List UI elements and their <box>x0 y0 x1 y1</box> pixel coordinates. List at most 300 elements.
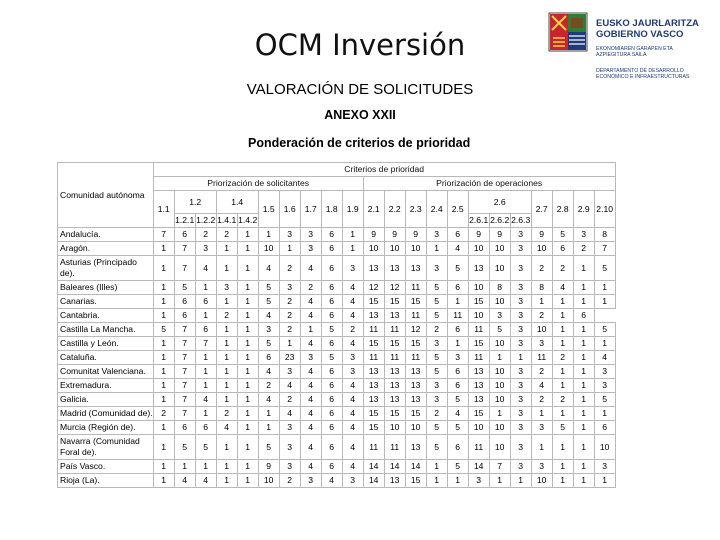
table-cell: 10 <box>489 337 510 351</box>
table-cell: 1 <box>552 460 573 474</box>
table-cell: 3 <box>531 421 552 435</box>
table-cell: 1 <box>237 474 258 488</box>
table-cell: 13 <box>384 256 405 281</box>
table-cell: 2 <box>279 256 300 281</box>
table-cell: 6 <box>447 365 468 379</box>
table-cell: 3 <box>489 309 510 323</box>
table-cell: 2 <box>342 323 363 337</box>
table-cell: 4 <box>258 365 279 379</box>
table-cell: 13 <box>405 365 426 379</box>
community-name: Andalucía. <box>58 228 154 242</box>
table-cell: 9 <box>384 228 405 242</box>
table-cell: 1 <box>216 323 237 337</box>
table-cell: 15 <box>468 407 489 421</box>
table-cell: 2 <box>531 393 552 407</box>
table-cell: 7 <box>174 242 195 256</box>
government-logo <box>548 12 708 92</box>
table-cell: 4 <box>594 351 615 365</box>
table-cell: 3 <box>510 393 531 407</box>
table-cell: 10 <box>489 295 510 309</box>
table-cell: 15 <box>384 407 405 421</box>
table-cell: 1 <box>216 256 237 281</box>
table-cell: 2 <box>426 407 447 421</box>
table-cell: 1 <box>573 421 594 435</box>
column-code: 2.8 <box>552 191 573 228</box>
table-cell: 1 <box>195 379 216 393</box>
table-cell: 11 <box>531 351 552 365</box>
table-cell: 2 <box>258 379 279 393</box>
table-row <box>58 228 616 242</box>
table-cell: 4 <box>300 295 321 309</box>
table-cell: 13 <box>363 256 384 281</box>
table-cell: 13 <box>384 365 405 379</box>
table-cell: 3 <box>342 351 363 365</box>
logo-title: EUSKO JAURLARITZA GOBIERNO VASCO <box>596 18 699 40</box>
table-cell: 6 <box>321 256 342 281</box>
table-cell: 3 <box>342 256 363 281</box>
table-cell: 14 <box>384 460 405 474</box>
table-cell: 1 <box>552 295 573 309</box>
table-cell: 11 <box>468 323 489 337</box>
table-cell: 10 <box>489 365 510 379</box>
table-cell: 4 <box>342 393 363 407</box>
table-cell: 6 <box>321 337 342 351</box>
coat-of-arms-icon <box>548 12 588 58</box>
table-cell: 13 <box>468 365 489 379</box>
table-cell: 1 <box>552 435 573 460</box>
table-cell: 3 <box>510 407 531 421</box>
table-cell: 1 <box>153 351 174 365</box>
table-cell: 4 <box>342 435 363 460</box>
table-cell: 1 <box>531 295 552 309</box>
table-cell: 3 <box>258 323 279 337</box>
table-cell: 10 <box>258 242 279 256</box>
table-cell: 10 <box>531 242 552 256</box>
table-cell: 1 <box>153 242 174 256</box>
table-cell: 11 <box>363 435 384 460</box>
table-cell: 1 <box>195 407 216 421</box>
table-cell: 5 <box>447 421 468 435</box>
table-cell: 3 <box>300 228 321 242</box>
table-cell: 4 <box>258 256 279 281</box>
column-code: 1.8 <box>321 191 342 228</box>
table-cell: 1 <box>153 435 174 460</box>
priority-criteria-table <box>57 162 616 488</box>
table-cell: 2 <box>279 393 300 407</box>
column-code: 1.7 <box>300 191 321 228</box>
table-cell: 5 <box>426 435 447 460</box>
table-cell: 4 <box>300 407 321 421</box>
table-cell: 5 <box>552 421 573 435</box>
community-name: Murcia (Región de). <box>58 421 154 435</box>
table-cell: 11 <box>405 351 426 365</box>
table-cell: 1 <box>237 393 258 407</box>
table-cell: 3 <box>279 281 300 295</box>
table-cell: 4 <box>342 407 363 421</box>
table-row <box>58 393 616 407</box>
table-cell: 1 <box>216 351 237 365</box>
table-cell: 6 <box>594 421 615 435</box>
table-cell: 10 <box>363 242 384 256</box>
table-cell: 7 <box>174 407 195 421</box>
table-cell: 4 <box>321 474 342 488</box>
table-cell: 1 <box>573 337 594 351</box>
table-cell: 14 <box>405 460 426 474</box>
table-cell: 2 <box>216 407 237 421</box>
table-cell: 7 <box>489 460 510 474</box>
table-cell: 9 <box>468 228 489 242</box>
table-cell: 9 <box>489 228 510 242</box>
table-cell: 3 <box>510 365 531 379</box>
table-cell: 7 <box>174 393 195 407</box>
table-cell: 2 <box>531 309 552 323</box>
table-cell: 1 <box>573 474 594 488</box>
table-cell: 4 <box>279 407 300 421</box>
table-cell: 1 <box>594 337 615 351</box>
table-cell: 1 <box>237 281 258 295</box>
table-cell: 4 <box>216 421 237 435</box>
table-cell: 1 <box>573 460 594 474</box>
logo-line4: DEPARTAMENTO DE DESARROLLO ECONÓMICO E INFRAESTRUCTURAS <box>596 68 690 80</box>
table-cell: 14 <box>363 460 384 474</box>
table-cell: 3 <box>594 365 615 379</box>
table-cell: 13 <box>363 393 384 407</box>
table-cell: 11 <box>405 309 426 323</box>
table-cell: 1 <box>237 228 258 242</box>
table-cell: 1 <box>237 256 258 281</box>
table-cell: 11 <box>447 309 468 323</box>
table-cell: 3 <box>510 295 531 309</box>
table-cell: 10 <box>531 323 552 337</box>
table-cell: 1 <box>237 365 258 379</box>
table-cell: 12 <box>384 281 405 295</box>
table-cell: 13 <box>405 379 426 393</box>
table-cell: 1 <box>510 351 531 365</box>
table-cell: 6 <box>321 281 342 295</box>
table-cell: 3 <box>279 228 300 242</box>
table-cell: 2 <box>531 256 552 281</box>
table-cell: 10 <box>384 421 405 435</box>
table-cell: 1 <box>426 474 447 488</box>
table-cell: 13 <box>468 379 489 393</box>
table-cell: 2 <box>552 351 573 365</box>
table-cell: 3 <box>426 379 447 393</box>
table-cell: 1 <box>594 281 615 295</box>
table-cell: 1 <box>573 393 594 407</box>
table-cell: 10 <box>468 309 489 323</box>
table-cell: 1 <box>573 351 594 365</box>
community-name: Asturias (Principado de). <box>58 256 154 281</box>
table-cell: 4 <box>342 281 363 295</box>
table-cell: 3 <box>279 435 300 460</box>
table-cell: 2 <box>279 295 300 309</box>
table-cell: 5 <box>258 435 279 460</box>
table-cell: 3 <box>468 474 489 488</box>
table-cell: 4 <box>195 393 216 407</box>
table-cell: 4 <box>342 295 363 309</box>
table-cell: 6 <box>447 379 468 393</box>
table-cell: 7 <box>153 228 174 242</box>
table-cell: 1 <box>153 281 174 295</box>
table-cell: 2 <box>216 228 237 242</box>
table-cell: 1 <box>447 337 468 351</box>
table-cell: 3 <box>426 228 447 242</box>
table-cell: 10 <box>405 242 426 256</box>
table-cell: 3 <box>510 460 531 474</box>
table-cell: 1 <box>153 474 174 488</box>
table-cell: 15 <box>363 421 384 435</box>
table-cell: 1 <box>153 256 174 281</box>
table-cell: 1 <box>594 474 615 488</box>
table-row <box>58 379 616 393</box>
table-cell: 13 <box>468 256 489 281</box>
table-cell: 1 <box>195 281 216 295</box>
table-cell: 15 <box>468 337 489 351</box>
table-cell: 1 <box>489 351 510 365</box>
table-cell: 3 <box>594 460 615 474</box>
table-cell: 7 <box>174 256 195 281</box>
table-cell: 3 <box>531 460 552 474</box>
community-header: Comunidad autónoma <box>58 163 154 228</box>
table-cell: 1 <box>195 365 216 379</box>
table-cell: 1 <box>552 337 573 351</box>
table-cell: 3 <box>342 474 363 488</box>
column-code: 1.9 <box>342 191 363 228</box>
column-code: 2.9 <box>573 191 594 228</box>
table-cell: 2 <box>531 365 552 379</box>
table-cell: 1 <box>216 474 237 488</box>
table-cell: 11 <box>468 435 489 460</box>
table-cell: 2 <box>216 309 237 323</box>
community-name: Madrid (Comunidad de). <box>58 407 154 421</box>
table-cell: 11 <box>384 323 405 337</box>
table-cell: 13 <box>363 309 384 323</box>
table-cell: 23 <box>279 351 300 365</box>
table-cell: 4 <box>342 379 363 393</box>
table-cell: 9 <box>258 460 279 474</box>
table-cell: 3 <box>510 421 531 435</box>
table-cell: 3 <box>510 323 531 337</box>
table-cell: 13 <box>405 393 426 407</box>
table-row <box>58 435 616 460</box>
table-cell: 5 <box>258 295 279 309</box>
table-cell: 11 <box>405 281 426 295</box>
table-cell: 6 <box>447 228 468 242</box>
table-cell: 3 <box>510 256 531 281</box>
community-name: Castilla La Mancha. <box>58 323 154 337</box>
table-cell: 6 <box>321 228 342 242</box>
table-cell: 5 <box>195 435 216 460</box>
table-cell: 1 <box>447 295 468 309</box>
table-cell: 3 <box>279 365 300 379</box>
community-name: Castilla y León. <box>58 337 154 351</box>
table-cell: 2 <box>153 407 174 421</box>
table-cell: 13 <box>363 365 384 379</box>
table-cell: 4 <box>447 242 468 256</box>
table-cell: 4 <box>447 407 468 421</box>
column-code: 1.5 <box>258 191 279 228</box>
table-cell: 1 <box>237 295 258 309</box>
column-code: 1.2.2 <box>195 214 216 228</box>
operation-group-header: Priorización de operaciones <box>363 177 615 191</box>
table-cell: 5 <box>321 323 342 337</box>
table-cell: 1 <box>216 337 237 351</box>
table-row <box>58 351 616 365</box>
table-cell: 14 <box>468 460 489 474</box>
table-cell: 4 <box>258 309 279 323</box>
community-name: Canarias. <box>58 295 154 309</box>
table-cell: 8 <box>489 281 510 295</box>
column-code: 1.4 <box>216 191 258 214</box>
table-cell: 5 <box>552 228 573 242</box>
table-row <box>58 337 616 351</box>
table-row <box>58 460 616 474</box>
table-row <box>58 323 616 337</box>
table-row <box>58 256 616 281</box>
table-cell: 6 <box>321 460 342 474</box>
community-name: País Vasco. <box>58 460 154 474</box>
table-cell: 1 <box>258 228 279 242</box>
table-cell: 3 <box>594 379 615 393</box>
table-cell: 1 <box>279 337 300 351</box>
table-cell: 5 <box>426 309 447 323</box>
table-cell: 10 <box>489 435 510 460</box>
table-cell: 7 <box>174 379 195 393</box>
table-cell: 15 <box>405 337 426 351</box>
table-cell: 4 <box>531 379 552 393</box>
table-cell: 10 <box>258 474 279 488</box>
table-cell: 4 <box>174 474 195 488</box>
table-cell: 15 <box>363 295 384 309</box>
table-cell: 6 <box>174 421 195 435</box>
table-cell: 1 <box>573 365 594 379</box>
table-cell: 6 <box>258 351 279 365</box>
table-cell: 14 <box>363 474 384 488</box>
table-cell: 1 <box>216 365 237 379</box>
table-cell: 13 <box>384 393 405 407</box>
table-cell: 1 <box>153 421 174 435</box>
table-cell: 13 <box>363 379 384 393</box>
table-cell: 10 <box>468 421 489 435</box>
table-cell: 15 <box>363 407 384 421</box>
table-cell: 1 <box>552 379 573 393</box>
table-cell: 2 <box>279 474 300 488</box>
table-row <box>58 407 616 421</box>
table-row <box>58 309 616 323</box>
table-cell: 6 <box>195 295 216 309</box>
table-cell: 4 <box>342 421 363 435</box>
table-cell: 1 <box>531 407 552 421</box>
column-code: 1.4.2 <box>237 214 258 228</box>
table-cell: 1 <box>552 407 573 421</box>
table-cell: 5 <box>489 323 510 337</box>
table-cell: 1 <box>153 309 174 323</box>
table-cell: 9 <box>531 228 552 242</box>
table-cell: 6 <box>447 281 468 295</box>
table-cell: 3 <box>510 337 531 351</box>
table-cell: 3 <box>300 351 321 365</box>
table-cell: 1 <box>153 337 174 351</box>
table-cell: 9 <box>405 228 426 242</box>
table-cell: 1 <box>510 474 531 488</box>
table-cell: 6 <box>174 295 195 309</box>
table-cell: 10 <box>468 242 489 256</box>
table-cell: 6 <box>447 323 468 337</box>
table-cell: 7 <box>174 351 195 365</box>
table-cell: 15 <box>405 295 426 309</box>
table-cell: 3 <box>510 379 531 393</box>
table-cell: 3 <box>300 242 321 256</box>
table-cell: 2 <box>552 393 573 407</box>
table-cell: 5 <box>426 421 447 435</box>
table-cell: 1 <box>531 435 552 460</box>
table-cell: 1 <box>552 323 573 337</box>
table-cell: 5 <box>153 323 174 337</box>
table-cell: 3 <box>300 474 321 488</box>
table-cell: 11 <box>384 435 405 460</box>
table-cell: 6 <box>573 309 594 323</box>
criteria-header: Criterios de prioridad <box>153 163 615 177</box>
table-cell: 5 <box>258 337 279 351</box>
table-cell: 3 <box>426 256 447 281</box>
table-cell: 7 <box>174 323 195 337</box>
table-cell: 3 <box>573 228 594 242</box>
table-row <box>58 365 616 379</box>
column-code: 2.10 <box>594 191 615 228</box>
table-cell: 5 <box>594 393 615 407</box>
table-cell: 7 <box>174 337 195 351</box>
subtitle: VALORACIÓN DE SOLICITUDES <box>246 81 474 98</box>
table-cell: 5 <box>447 393 468 407</box>
column-code: 2.2 <box>384 191 405 228</box>
table-cell: 4 <box>300 256 321 281</box>
table-cell: 5 <box>174 281 195 295</box>
table-cell: 1 <box>258 421 279 435</box>
column-code: 2.1 <box>363 191 384 228</box>
table-cell: 3 <box>531 337 552 351</box>
community-name: Cataluña. <box>58 351 154 365</box>
table-cell: 1 <box>195 309 216 323</box>
table-cell: 1 <box>279 242 300 256</box>
table-cell: 4 <box>300 309 321 323</box>
table-cell: 10 <box>489 256 510 281</box>
table-cell: 1 <box>573 407 594 421</box>
table-cell: 10 <box>405 421 426 435</box>
table-cell: 4 <box>342 337 363 351</box>
table-cell: 13 <box>468 393 489 407</box>
table-cell: 1 <box>594 407 615 421</box>
table-cell: 4 <box>279 379 300 393</box>
table-cell: 4 <box>195 256 216 281</box>
table-cell: 3 <box>279 421 300 435</box>
table-cell: 15 <box>405 474 426 488</box>
logo-line3: EKONOMIAREN GARAPEN ETA AZPIEGITURA SAILA <box>596 46 673 58</box>
column-code: 1.2.1 <box>174 214 195 228</box>
table-cell: 4 <box>300 365 321 379</box>
community-name: Cantabria. <box>58 309 154 323</box>
table-cell: 2 <box>279 309 300 323</box>
table-cell: 1 <box>594 295 615 309</box>
table-cell: 1 <box>237 323 258 337</box>
table-cell: 12 <box>405 323 426 337</box>
table-cell: 11 <box>468 351 489 365</box>
table-cell: 4 <box>258 393 279 407</box>
column-code: 1.6 <box>279 191 300 228</box>
table-cell: 1 <box>237 435 258 460</box>
table-cell: 1 <box>237 242 258 256</box>
table-cell: 10 <box>384 242 405 256</box>
table-cell: 1 <box>195 460 216 474</box>
